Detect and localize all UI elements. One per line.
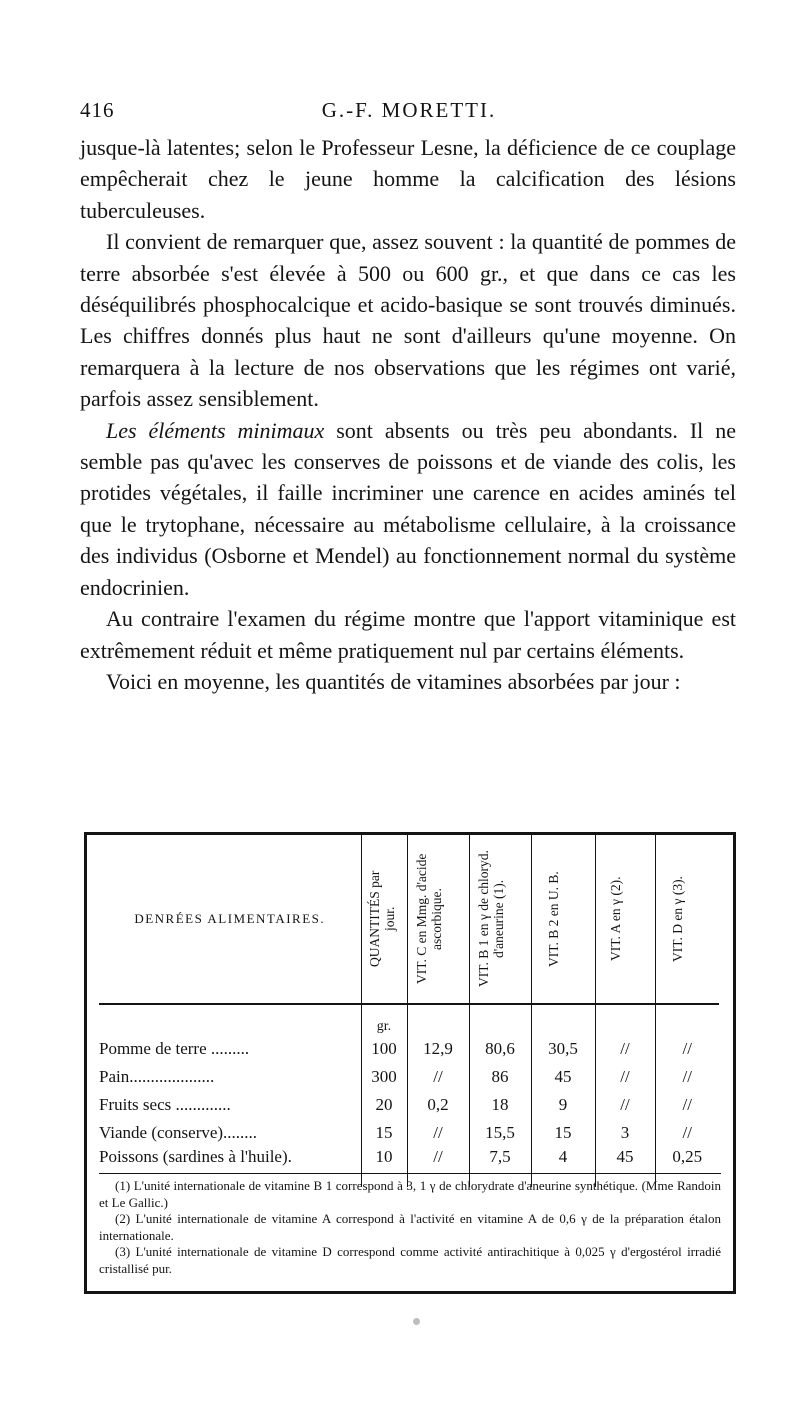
paragraph-3: [80, 415, 736, 603]
table-row: Pomme de terre ......... 100 12,9 80,6 30,5 // //: [99, 1035, 719, 1063]
column-header-vit-d: VIT. D en γ (3).: [655, 835, 719, 1004]
paragraph-1: jusque-là latentes; selon le Professeur Lesne, la déficience de ce couplage empêcherait chez le jeune homme la calcification des lésions tuberculeuses.: [80, 135, 736, 223]
column-header-vit-b1: VIT. B 1 en γ de chloryd. d'aneurine (1).: [469, 835, 531, 1004]
table-row: Poissons (sardines à l'huile). 10 // 7,5 4 45 0,25: [99, 1147, 719, 1187]
table-row: Pain.................... 300 // 86 45 // //: [99, 1063, 719, 1091]
food-name-cell: Pomme de terre .........: [99, 1039, 250, 1058]
table-row: Fruits secs ............. 20 0,2 18 9 // //: [99, 1091, 719, 1119]
page-header: [80, 98, 738, 124]
vitamin-table: [99, 835, 719, 1187]
food-name-cell: Poissons (sardines à l'huile).: [99, 1147, 292, 1166]
column-header-vit-a: VIT. A en γ (2).: [595, 835, 655, 1004]
ink-dot: [413, 1318, 420, 1325]
food-name-cell: Pain....................: [99, 1067, 215, 1086]
italic-lead: Les éléments minimaux: [106, 417, 325, 443]
table-header-row: [99, 835, 719, 1004]
vitamin-table-frame: [84, 832, 736, 1294]
table-row: Viande (conserve)........ 15 // 15,5 15 3 //: [99, 1119, 719, 1147]
running-title: G.-F. MORETTI.: [321, 98, 497, 122]
column-header-foods: DENRÉES ALIMENTAIRES.: [99, 835, 361, 1004]
column-header-vit-c: VIT. C en Mmg. d'acide ascorbique.: [407, 835, 469, 1004]
page-number: 416: [80, 98, 115, 122]
paragraph-3-text: sont absents ou très peu abondants. Il ne semble pas qu'avec les conserves de poissons et de viande des colis, les protides végétales, il faille incriminer une carence en acides aminés tel que le trytophane, nécessaire au métabolisme cellulaire, à la croissance des individus (Osborne et Mendel) au fonctionnement normal du système endocrinien.: [80, 417, 737, 600]
paragraph-4: Au contraire l'examen du régime montre que l'apport vitaminique est extrêmement réduit et même pratiquement nul par certains éléments.: [80, 606, 736, 663]
footnote-1: (1) L'unité internationale de vitamine B 1 correspond à 3, 1 γ de chlorydrate d'aneurine synthétique. (Mme Randoin et Le Gallic.): [99, 1178, 721, 1210]
paragraph-5: Voici en moyenne, les quantités de vitamines absorbées par jour :: [106, 668, 681, 694]
table-footnotes: [99, 1173, 721, 1278]
paragraph-2: Il convient de remarquer que, assez souvent : la quantité de pommes de terre absorbée s'est élevée à 500 ou 600 gr., et que dans ce cas les déséquilibrés phosphocalcique et acido-basique se sont trouvés diminués. Les chiffres donnés plus haut ne sont d'ailleurs qu'une moyenne. On remarquera à la lecture de nos observations que les régimes ont varié, parfois assez sensiblement.: [80, 229, 736, 412]
footnote-3: (3) L'unité internationale de vitamine D correspond comme activité antirachitique à 0,025 γ d'ergostérol irradié cristallisé pur.: [99, 1244, 721, 1276]
table-unit-row: gr.: [99, 1004, 719, 1035]
food-name-cell: Viande (conserve)........: [99, 1123, 258, 1142]
food-name-cell: Fruits secs .............: [99, 1095, 231, 1114]
body-text: [80, 132, 736, 697]
column-header-quantity: QUANTITÉS par jour.: [361, 835, 407, 1004]
column-header-vit-b2: VIT. B 2 en U. B.: [531, 835, 595, 1004]
footnote-2: (2) L'unité internationale de vitamine A correspond à l'activité en vitamine A de 0,6 γ de la préparation étalon internationale.: [99, 1211, 721, 1243]
